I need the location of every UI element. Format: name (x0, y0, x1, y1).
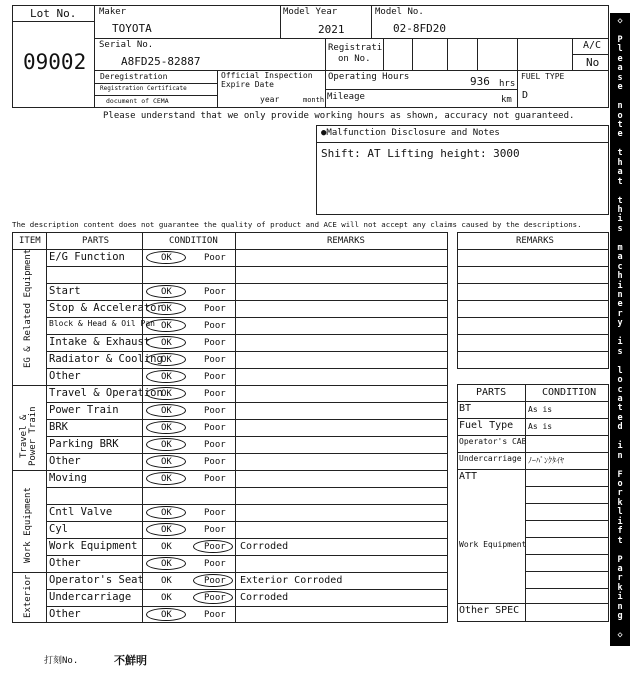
poor-option[interactable]: Poor (204, 559, 226, 569)
spec-condition-value: As is (528, 405, 553, 414)
header-frame (12, 5, 609, 108)
selected-condition-circle (146, 438, 186, 451)
part-label: Work Equipment (49, 540, 138, 552)
part-label: Start (49, 285, 81, 297)
inspection-month-label: month (303, 96, 325, 104)
part-label: Stop & Accelerator (49, 302, 163, 314)
poor-option[interactable]: Poor (204, 321, 226, 331)
part-label: Travel & Operation (49, 387, 163, 399)
part-label: Other (49, 370, 81, 382)
poor-option[interactable]: Poor (204, 406, 226, 416)
model-no-value: 02-8FD20 (393, 22, 446, 35)
ac-value: No (586, 56, 600, 69)
poor-option[interactable]: Poor (204, 440, 226, 450)
disclaimer: The description content does not guarantee the quality of product and ACE will not accept any claims caused by the descriptions. (12, 220, 582, 229)
condition-header: CONDITION (169, 236, 218, 246)
selected-condition-circle (146, 319, 186, 332)
registration-certificate-label: Registration Certificate (100, 85, 187, 92)
spec-part-label: Undercarriage (459, 454, 522, 463)
fuel-type-label: FUEL TYPE (521, 72, 565, 81)
model-no-label: Model No. (375, 7, 424, 17)
ok-option[interactable]: OK (161, 372, 172, 382)
model-year-value: 2021 (318, 23, 345, 36)
right-remarks-header: REMARKS (516, 236, 554, 246)
ok-option[interactable]: OK (161, 423, 172, 433)
poor-option[interactable]: Poor (204, 338, 226, 348)
ok-option[interactable]: OK (161, 406, 172, 416)
serial-label: Serial No. (99, 40, 154, 50)
ok-option[interactable]: OK (161, 559, 172, 569)
maker-value: TOYOTA (112, 22, 152, 35)
poor-option[interactable]: Poor (204, 372, 226, 382)
selected-condition-circle (146, 251, 186, 264)
registration-label-2: on No. (338, 54, 371, 64)
km-unit: km (501, 95, 512, 105)
selected-condition-circle (146, 353, 186, 366)
mileage-label: Mileage (327, 92, 365, 102)
poor-option[interactable]: Poor (204, 355, 226, 365)
selected-condition-circle (193, 540, 233, 553)
group-label: Work Equipment (23, 487, 33, 563)
selected-condition-circle (146, 557, 186, 570)
selected-condition-circle (146, 608, 186, 621)
item-header: ITEM (19, 236, 41, 246)
poor-option[interactable]: Poor (204, 508, 226, 518)
part-label: BRK (49, 421, 68, 433)
selected-condition-circle (146, 472, 186, 485)
operating-hours-label: Operating Hours (328, 72, 410, 82)
inspection-year-label: year (260, 95, 280, 104)
fuel-type-value: D (522, 90, 529, 101)
part-label: Intake & Exhaust (49, 336, 151, 348)
remark-text: Corroded (240, 541, 289, 552)
malfunction-box (316, 125, 609, 215)
part-label: Other (49, 557, 81, 569)
inspection-label-2: Expire Date (221, 80, 274, 89)
ok-option[interactable]: OK (161, 593, 172, 603)
malfunction-text: Shift: AT Lifting height: 3000 (321, 147, 520, 160)
selected-condition-circle (146, 302, 186, 315)
spec-condition-value: ﾉｰﾊﾞﾝｸﾀｲﾔ (528, 456, 564, 465)
parts-header: PARTS (82, 236, 110, 246)
part-label: Operator's Seat (49, 574, 144, 586)
part-label: Parking BRK (49, 438, 119, 450)
location-sidebar: ◇ P l e a s e n o t e t h a t t h i s m a c h i n e r y i s l o c a t e d i n F o r k l i f t P a r k i n g ◇ (610, 13, 630, 646)
lot-number: 09002 (23, 50, 87, 74)
selected-condition-circle (146, 404, 186, 417)
ok-option[interactable]: OK (161, 338, 172, 348)
selected-condition-circle (146, 455, 186, 468)
ok-option[interactable]: OK (161, 253, 172, 263)
spec-part-label: Other SPEC (459, 605, 520, 616)
selected-condition-circle (146, 285, 186, 298)
ok-option[interactable]: OK (161, 525, 172, 535)
ok-option[interactable]: OK (161, 287, 172, 297)
ok-option[interactable]: OK (161, 355, 172, 365)
poor-option[interactable]: Poor (204, 304, 226, 314)
poor-option[interactable]: Poor (204, 593, 226, 603)
ok-option[interactable]: OK (161, 474, 172, 484)
ok-option[interactable]: OK (161, 321, 172, 331)
operating-hours-value: 936 (470, 75, 490, 88)
poor-option[interactable]: Poor (204, 389, 226, 399)
selected-condition-circle (193, 574, 233, 587)
spec-condition-header: CONDITION (542, 387, 597, 398)
spec-part-label: Fuel Type (459, 420, 514, 431)
selected-condition-circle (146, 421, 186, 434)
spec-parts-header: PARTS (476, 387, 507, 398)
part-label: Power Train (49, 404, 119, 416)
ok-option[interactable]: OK (161, 576, 172, 586)
part-label: Cyl (49, 523, 68, 535)
selected-condition-circle (146, 336, 186, 349)
lot-label: Lot No. (30, 7, 77, 20)
ok-option[interactable]: OK (161, 457, 172, 467)
ok-option[interactable]: OK (161, 389, 172, 399)
part-label: Radiator & Cooling (49, 353, 163, 365)
selected-condition-circle (193, 591, 233, 604)
part-label: Other (49, 608, 81, 620)
selected-condition-circle (146, 370, 186, 383)
registration-label-1: Registrati (328, 43, 383, 53)
ok-option[interactable]: OK (161, 542, 172, 552)
remarks-header: REMARKS (327, 236, 365, 246)
poor-option[interactable]: Poor (204, 474, 226, 484)
poor-option[interactable]: Poor (204, 576, 226, 586)
spec-part-label: Operator's CAB (459, 437, 527, 446)
poor-option[interactable]: Poor (204, 253, 226, 263)
group-label: EG & Related Equipment (23, 248, 33, 368)
serial-value: A8FD25-82887 (121, 55, 201, 68)
poor-option[interactable]: Poor (204, 287, 226, 297)
group-label: Exterior (23, 574, 33, 618)
spec-part-label: Work Equipment (459, 540, 527, 549)
cema-document-label: document of CEMA (106, 97, 169, 105)
hours-notice: Please understand that we only provide working hours as shown, accuracy not guaranteed. (103, 111, 575, 121)
ok-option[interactable]: OK (161, 508, 172, 518)
poor-option[interactable]: Poor (204, 610, 226, 620)
stamp-number-label: 打刻No. (44, 656, 79, 666)
ok-option[interactable]: OK (161, 610, 172, 620)
ac-label: A/C (583, 40, 602, 51)
spec-condition-value: As is (528, 422, 553, 431)
stamp-number-value: 不鮮明 (114, 654, 147, 667)
ok-option[interactable]: OK (161, 440, 172, 450)
remark-text: Exterior Corroded (240, 575, 343, 586)
part-label: Moving (49, 472, 87, 484)
ok-option[interactable]: OK (161, 304, 172, 314)
part-label: E/G Function (49, 251, 125, 263)
part-label: Cntl Valve (49, 506, 113, 518)
poor-option[interactable]: Poor (204, 423, 226, 433)
selected-condition-circle (146, 523, 186, 536)
model-year-label: Model Year (283, 7, 338, 17)
inspection-label-1: Official Inspection (221, 71, 313, 80)
poor-option[interactable]: Poor (204, 457, 226, 467)
remark-text: Corroded (240, 592, 289, 603)
poor-option[interactable]: Poor (204, 525, 226, 535)
malfunction-title: ●Malfunction Disclosure and Notes (321, 128, 500, 138)
spec-part-label: ATT (459, 471, 478, 482)
hrs-unit: hrs (499, 79, 516, 89)
group-label: Travel & Power Train (19, 406, 38, 466)
part-label: Block & Head & Oil Pan (49, 319, 155, 328)
spec-part-label: BT (459, 403, 472, 414)
deregistration-label: Deregistration (100, 72, 168, 81)
selected-condition-circle (146, 506, 186, 519)
poor-option[interactable]: Poor (204, 542, 226, 552)
part-label: Other (49, 455, 81, 467)
maker-label: Maker (99, 7, 127, 17)
part-label: Undercarriage (49, 591, 132, 603)
selected-condition-circle (146, 387, 186, 400)
